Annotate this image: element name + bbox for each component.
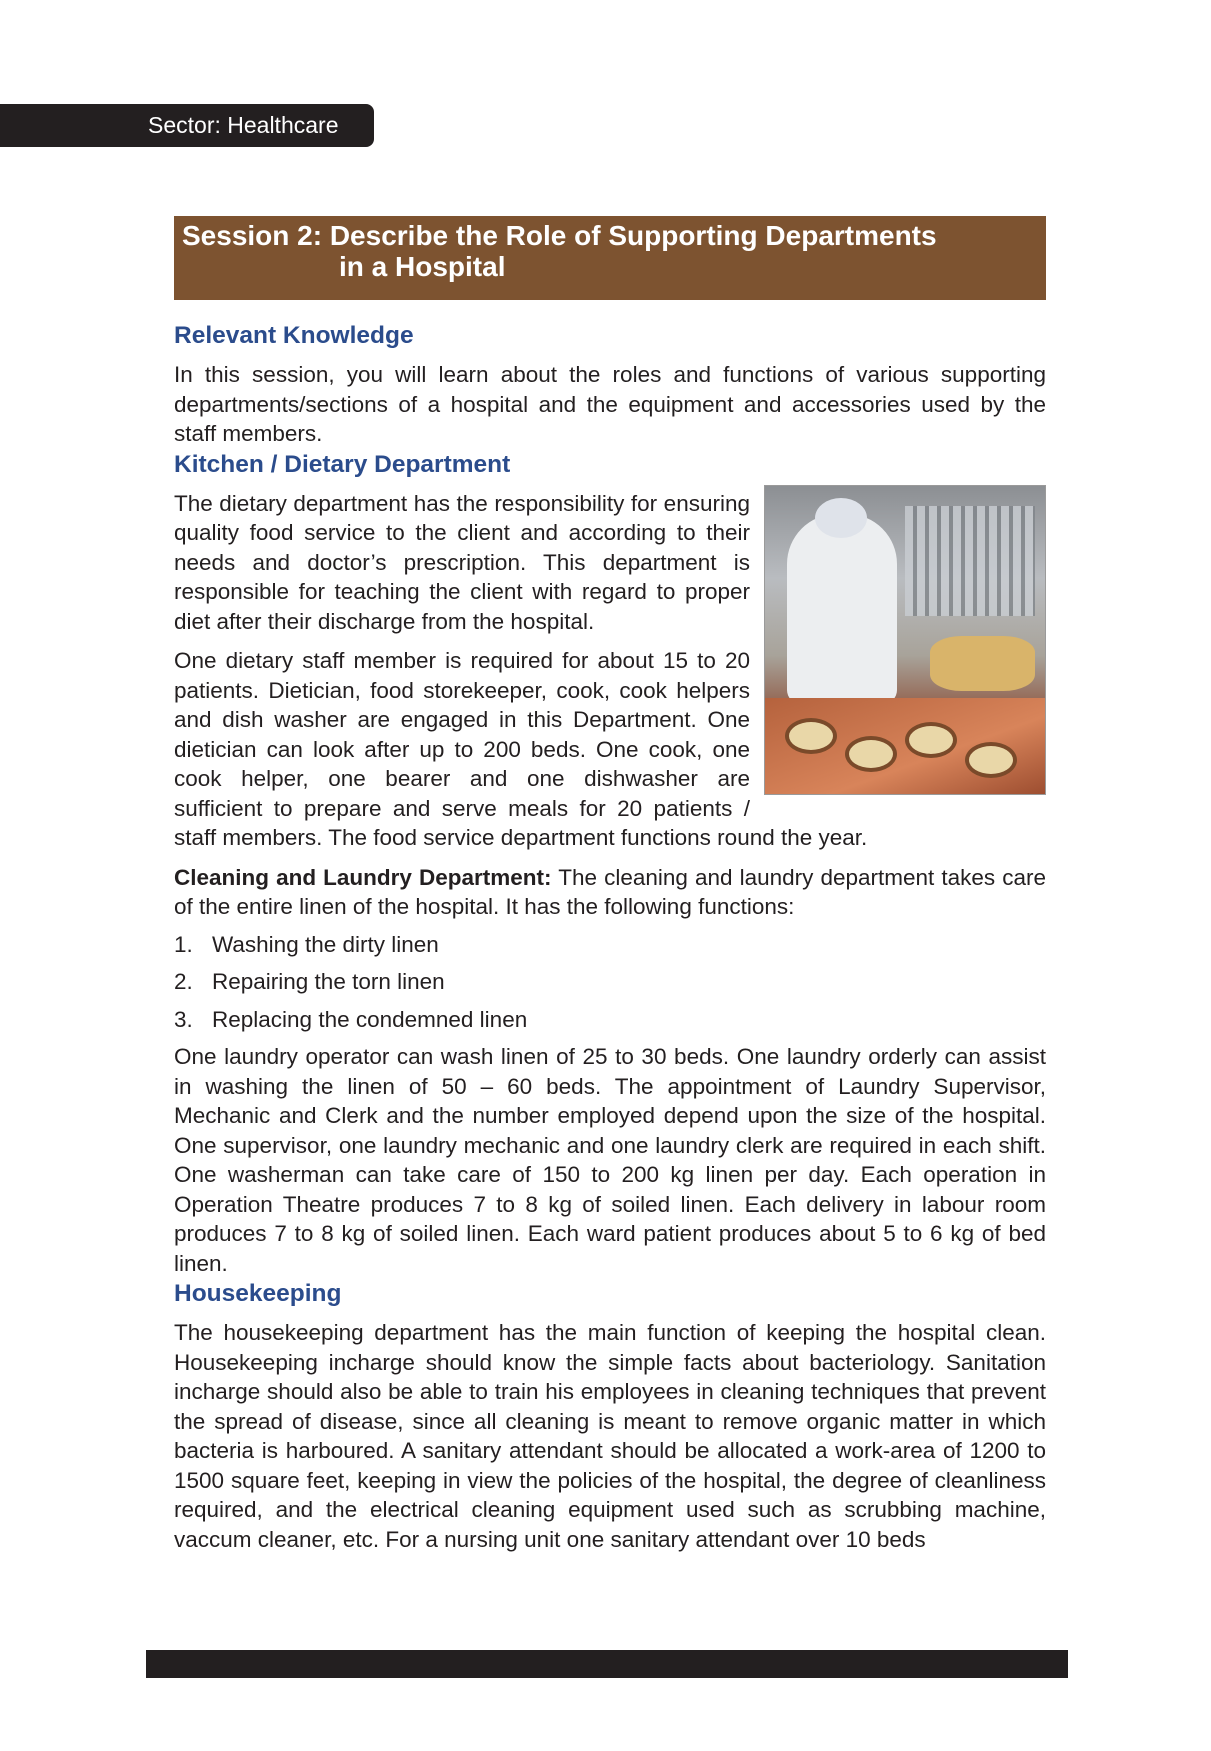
session-title-line2: in a Hospital [339,251,506,282]
session-title-line1: Session 2: Describe the Role of Supporting Departments [182,220,937,251]
kitchen-paragraph-1: The dietary department has the responsibility for ensuring quality food service to the client and according to their needs and doctor’s prescription. This department is responsible for teaching the client with regard to proper diet after their discharge from the hospital. [174,490,750,634]
kitchen-heading: Kitchen / Dietary Department [174,450,511,478]
laundry-intro [174,863,1046,922]
footer-bar [146,1650,1068,1678]
laundry-lead: Cleaning and Laundry Department: [174,864,552,890]
session-title-banner [174,216,1046,300]
kitchen-paragraph-2: One dietary staff member is required for about 15 to 20 patients. Dietician, food storekeeper, cook, cook helpers and dish washer are engaged in this Department. One dietician can look after up to 200 beds. One cook, one cook helper, one bearer and one dishwasher are sufficient to prepare and serve meals for 20 patients / staff members. The food service department functions round the year. [174,648,868,850]
housekeeping-paragraph: The housekeeping department has the main function of keeping the hospital clean. Housekeeping incharge should know the simple facts about bacteriology. Sanitation incharge should also be able to train his employees in cleaning techniques that prevent the spread of disease, since all cleaning is meant to remove organic matter in which bacteria is harboured. A sanitary attendant should be allocated a work-area of 1200 to 1500 square feet, keeping in view the policies of the hospital, the degree of cleanliness required, and the electrical cleaning equipment used such as scrubbing machine, vaccum cleaner, etc. For a nursing unit one sanitary attendant over 10 beds [174,1320,1046,1552]
list-item: 3. Replacing the condemned linen [174,1006,528,1032]
housekeeping-heading: Housekeeping [174,1280,342,1307]
laundry-intro-text: The cleaning and laundry department takes care of the entire linen of the hospital. It has the following functions: [174,864,1047,919]
list-item: 2. Repairing the torn linen [174,969,445,994]
page-content [174,320,1046,1554]
laundry-functions-list [174,930,1046,1035]
kitchen-staff-photo-icon [764,485,1046,795]
relevant-knowledge-heading: Relevant Knowledge [174,322,414,349]
sector-tab [0,104,374,147]
relevant-knowledge-text: In this session, you will learn about the roles and functions of various supporting departments/sections of a hospital and the equipment and accessories used by the staff members. [174,362,1046,446]
list-item: 1. Washing the dirty linen [174,931,439,957]
sector-label: Sector: Healthcare [148,112,339,138]
laundry-paragraph: One laundry operator can wash linen of 25 to 30 beds. One laundry orderly can assist in washing the linen of 50 – 60 beds. The appointment of Laundry Supervisor, Mechanic and Clerk and the number employed depend upon the size of the hospital. One supervisor, one laundry mechanic and one laundry clerk are required in each shift. One washerman can take care of 150 to 200 kg linen per day. Each operation in Operation Theatre produces 7 to 8 kg of soiled linen. Each delivery in labour room produces 7 to 8 kg of soiled linen. Each ward patient produces about 5 to 6 kg of bed linen. [174,1044,1046,1276]
